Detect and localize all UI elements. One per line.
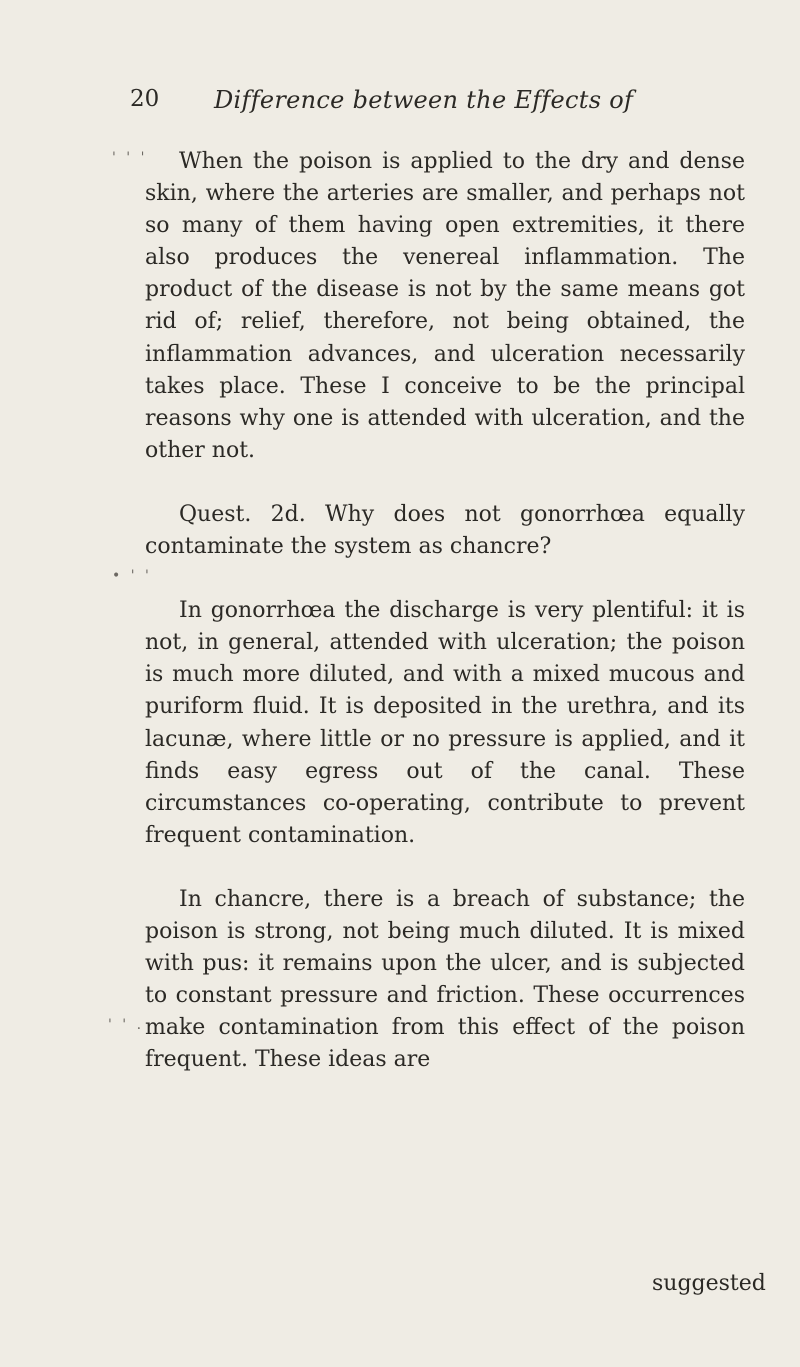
running-head — [130, 86, 730, 116]
margin-mark: ' ' . — [108, 1017, 145, 1033]
margin-mark: • ' ' — [112, 568, 152, 584]
body-text — [145, 146, 745, 1076]
paragraph: In chancre, there is a breach of substance; the poison is strong, not being much diluted. It is mixed with pus: it remains upon the ulcer, and is subjected to constant pressure and friction. These occurrences make contamination from this effect of the poison frequent. These ideas are — [145, 886, 745, 1073]
page-number: 20 — [130, 86, 160, 112]
paragraph: In gonorrhœa the discharge is very plentiful: it is not, in general, attended with ulceration; the poison is much more diluted, and with a mixed mucous and puriform fluid. It is deposited in the urethra, and its lacunæ, where little or no pressure is applied, and it finds easy egress out of the canal. These circumstances co-operating, contribute to prevent frequent contamination. — [145, 598, 745, 848]
paragraph: When the poison is applied to the dry and dense skin, where the arteries are smaller, and perhaps not so many of them having open extremities, it there also produces the venereal inflammation. The product of the disease is not by the same means got rid of; relief, therefore, not being obtained, the inflammation advances, and ulceration necessarily takes place. These I conceive to be the principal reasons why one is attended with ulceration, and the other not. — [145, 149, 745, 463]
running-title: Difference between the Effects of — [214, 86, 634, 114]
paragraph: Quest. 2d. Why does not gonorrhœa equally contaminate the system as chancre? — [145, 501, 745, 560]
margin-mark: ' ' ' — [112, 150, 148, 166]
catchword: suggested — [652, 1271, 766, 1296]
